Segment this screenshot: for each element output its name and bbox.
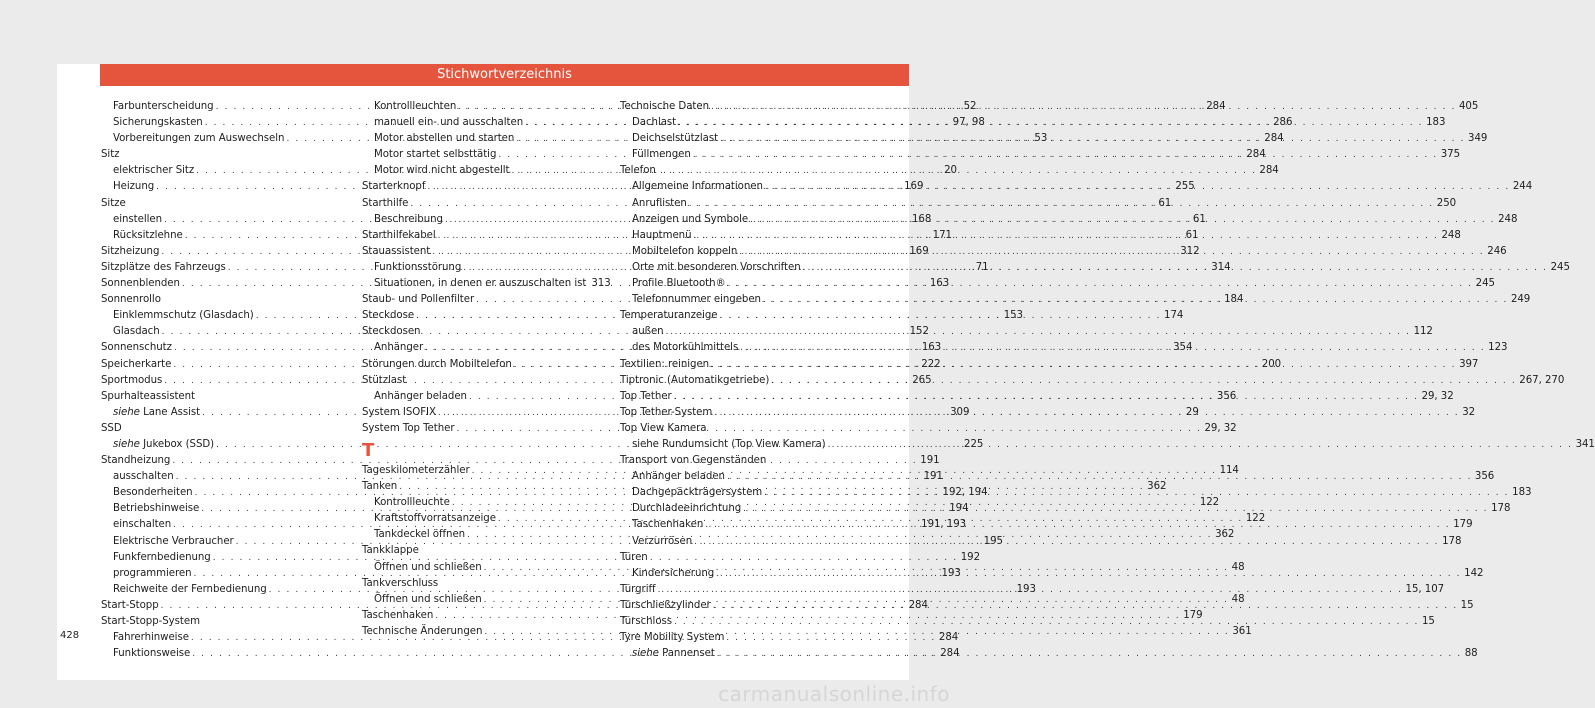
page-reference: 267, 270	[1519, 374, 1565, 386]
page-reference: 191	[923, 471, 943, 483]
page-reference: 178	[1442, 535, 1462, 547]
page-reference: 61	[1158, 197, 1172, 209]
page-reference: 249	[1510, 294, 1531, 306]
page-reference: 122	[1199, 497, 1220, 509]
page-reference: 15	[1460, 599, 1474, 611]
page-reference: 29, 32	[1421, 390, 1454, 402]
index-heading	[101, 614, 333, 630]
page-reference: 195	[983, 535, 1003, 547]
dot-leader	[828, 437, 1573, 453]
page-reference: 250	[1436, 197, 1457, 209]
index-heading	[362, 576, 600, 592]
dot-leader	[674, 389, 1419, 405]
entry-label: Heizung	[113, 181, 155, 193]
entry-label: SSD	[101, 422, 122, 434]
entry-label: Funktionsweise	[113, 648, 191, 660]
dot-leader	[689, 196, 1434, 212]
entry-label: Sonnenschutz	[101, 342, 172, 354]
entry-label: Situationen, in denen er auszuschalten ist	[374, 278, 587, 290]
entry-label: Starthilfekabel	[362, 229, 436, 241]
page-reference: 153	[1003, 310, 1023, 322]
index-heading	[362, 324, 600, 340]
dot-leader	[765, 179, 1510, 195]
entry-label: System Top Tether	[362, 422, 455, 434]
entry-label: Anzeigen und Symbole	[632, 213, 749, 225]
entry-label: Sitze	[101, 197, 126, 209]
entry-label: Tageskilometerzähler	[362, 464, 470, 476]
page-reference: 163	[929, 278, 950, 290]
page-reference: 284	[908, 599, 928, 611]
page-reference: 284	[938, 632, 959, 644]
entry-label: einstellen	[113, 213, 163, 225]
dot-leader	[720, 131, 1465, 147]
entry-label: Verzurrösen	[632, 535, 693, 547]
entry-label: Hauptmenü	[632, 229, 692, 241]
entry-label: Mobiltelefon koppeln	[632, 245, 738, 257]
page-reference: 20	[944, 165, 957, 177]
dot-leader	[705, 517, 1450, 533]
page-reference: 284	[1206, 101, 1226, 112]
index-heading	[362, 543, 600, 559]
page-reference: 179	[1183, 609, 1203, 621]
dot-leader	[740, 340, 1485, 356]
page-reference: 193	[941, 567, 961, 579]
page-reference: 48	[1231, 593, 1245, 605]
entry-label: Top View Kamera	[620, 422, 707, 434]
entry-label: Temperaturanzeige	[620, 310, 718, 322]
page-reference: 193	[1016, 583, 1036, 595]
index-heading	[101, 421, 333, 437]
entry-label: Betriebshinweise	[113, 503, 200, 515]
index-heading	[620, 630, 858, 646]
page-reference: 313	[591, 278, 611, 290]
entry-label: Technische Daten	[620, 101, 709, 112]
entry-label: Technische Änderungen	[362, 625, 483, 637]
entry-label: Transport von Gegenständen	[620, 455, 767, 467]
page-reference: 168	[911, 213, 932, 225]
entry-label: Beschreibung	[374, 213, 443, 225]
dot-leader	[743, 501, 1488, 517]
dot-leader	[693, 147, 1438, 163]
entry-label: Telefonnummer eingeben	[632, 294, 761, 306]
page-reference: 88	[1464, 648, 1478, 660]
entry-label: Tankverschluss	[362, 577, 439, 589]
page-reference: 244	[1512, 181, 1533, 193]
entry-label: Kraftstoffvorratsanzeige	[374, 513, 496, 525]
entry-label: Sonnenrollo	[101, 294, 161, 306]
entry-label: Telefon	[620, 165, 656, 177]
page-reference: 191	[920, 455, 940, 467]
entry-label: Kontrollleuchten	[374, 101, 457, 112]
page-reference: 184	[1224, 294, 1244, 306]
dot-leader	[716, 566, 1461, 582]
entry-label: Start-Stopp-System	[101, 616, 200, 627]
entry-label: Dachlast	[632, 117, 677, 129]
entry-label: Allgemeine Informationen	[632, 181, 763, 193]
page-reference: 362	[1215, 529, 1235, 541]
entry-label: Steckdose	[362, 310, 415, 322]
entry-label	[632, 646, 717, 662]
entry-label: Textilien: reinigen	[620, 358, 710, 370]
entry-label: Anhänger beladen	[632, 471, 725, 483]
page-reference: 183	[1426, 117, 1446, 129]
page-reference: 29, 32	[1204, 422, 1237, 434]
entry-label: Füllmengen	[632, 149, 691, 161]
page-reference: 375	[1440, 149, 1461, 161]
dot-leader	[711, 357, 1456, 373]
entry-label: Besonderheiten	[113, 487, 193, 499]
entry-label: Fahrerhinweise	[113, 632, 189, 644]
page-reference: 356	[1474, 471, 1495, 483]
entry-label: Start-Stopp	[101, 599, 159, 611]
entry-label: ausschalten	[113, 471, 174, 483]
entry-label: Stützlast	[362, 374, 407, 386]
page-reference: 97, 98	[952, 117, 985, 129]
entry-label-text: Jukebox (SSD)	[139, 438, 215, 450]
dot-leader	[739, 244, 1484, 260]
page-reference: 284	[1246, 149, 1266, 161]
entry-label: Stauassistent	[362, 245, 431, 257]
page-reference: 246	[1487, 245, 1507, 257]
page-reference: 29	[1185, 406, 1199, 418]
page-reference: 122	[1245, 513, 1266, 525]
dot-leader	[763, 292, 1508, 308]
page-reference: 284	[1264, 133, 1284, 145]
page-reference: 52	[963, 101, 977, 112]
entry-label: Anruflisten	[632, 197, 687, 209]
page-reference: 15, 107	[1405, 583, 1445, 595]
page-reference: 200	[1261, 358, 1282, 370]
index-heading	[101, 292, 333, 308]
dot-leader	[714, 405, 1459, 421]
page-reference: 312	[1180, 245, 1200, 257]
entry-label: Speicherkarte	[101, 358, 172, 370]
entry-label: Funkfernbedienung	[113, 551, 211, 563]
page-reference: 15	[1421, 616, 1435, 627]
entry-label: einschalten	[113, 519, 172, 531]
dot-leader	[711, 99, 1456, 115]
watermark: carmanualsonline.info	[718, 682, 950, 706]
entry-label: Anhänger beladen	[374, 390, 467, 402]
entry-label: Türschließzylinder	[620, 599, 711, 611]
entry-label: Staub- und Pollenfilter	[362, 294, 475, 306]
see-reference: siehe	[632, 648, 659, 660]
entry-label: Taschenhaken	[632, 519, 704, 531]
entry-label: Sicherungskasten	[113, 117, 203, 129]
dot-leader	[727, 469, 1472, 485]
page-reference: 314	[1211, 261, 1231, 273]
entry-label: Top Tether	[620, 390, 672, 402]
page-reference: 286	[1273, 117, 1293, 129]
entry-label: Spurhalteassistent	[101, 390, 196, 402]
page-title: Stichwortverzeichnis	[100, 64, 909, 86]
entry-label: Starterknopf	[362, 181, 426, 193]
entry-label: Top Tether-System	[620, 406, 713, 418]
page-reference: 71	[975, 261, 989, 273]
page-reference: 123	[1488, 342, 1508, 354]
page-reference: 183	[1512, 487, 1532, 499]
page-reference: 362	[1147, 481, 1167, 493]
page-reference: 152	[909, 326, 929, 338]
entry-label: Störungen durch Mobiltelefon	[362, 358, 512, 370]
page-reference: 225	[964, 438, 984, 450]
entry-label: siehe Rundumsicht (Top View Kamera)	[632, 438, 826, 450]
entry-label: Vorbereitungen zum Auswechseln	[113, 133, 285, 145]
entry-label: Tankdeckel öffnen	[374, 529, 466, 541]
page-reference: 61	[1192, 213, 1206, 225]
entry-label: Kontrollleuchte	[374, 497, 450, 509]
entry-label: Kindersicherung	[632, 567, 715, 579]
entry-label: Starthilfe	[362, 197, 409, 209]
entry-label-text: Pannenset	[658, 648, 715, 660]
page-reference: 32	[1462, 406, 1476, 418]
dot-leader	[803, 260, 1548, 276]
page-reference: 284	[940, 648, 960, 660]
entry-label: Motor wird nicht abgestellt	[374, 165, 510, 177]
entry-label: manuell ein- und ausschalten	[374, 117, 524, 129]
entry-label: Rücksitzlehne	[113, 229, 183, 241]
entry-label: Tiptronic (Automatikgetriebe)	[620, 374, 770, 386]
entry-label: Deichselstützlast	[632, 133, 719, 145]
entry-label: Sitzheizung	[101, 245, 160, 257]
entry-label: Durchladeeinrichtung	[632, 503, 742, 515]
index-heading	[101, 196, 333, 212]
entry-label: des Motorkühlmittels	[632, 342, 739, 354]
page-reference: 192	[960, 551, 980, 563]
page-reference: 356	[1216, 390, 1237, 402]
page-reference: 114	[1219, 464, 1239, 476]
page-reference: 349	[1468, 133, 1488, 145]
entry-label: Anhänger	[374, 342, 424, 354]
page-reference: 245	[1475, 278, 1495, 290]
dot-leader	[694, 534, 1439, 550]
page-reference: 397	[1459, 358, 1479, 370]
page-reference: 361	[1232, 625, 1252, 637]
page-reference: 255	[1175, 181, 1195, 193]
dot-leader	[764, 485, 1509, 501]
page-reference: 245	[1550, 261, 1570, 273]
page-reference: 248	[1441, 229, 1461, 241]
entry-label	[113, 405, 202, 421]
page-reference: 53	[1034, 133, 1048, 145]
entry-label-text: Lane Assist	[139, 406, 201, 418]
entry-label: Tyre Mobility System	[620, 632, 725, 644]
entry-label: Öffnen und schließen	[374, 561, 482, 573]
dot-leader	[674, 614, 1419, 630]
entry-label: außen	[632, 326, 664, 338]
dot-leader	[728, 276, 1473, 292]
index-heading	[362, 373, 600, 389]
dot-leader	[658, 582, 1403, 598]
entry-label: Sitzplätze des Fahrzeugs	[101, 261, 226, 273]
entry-label: Motor startet selbsttätig	[374, 149, 497, 161]
page-reference: 178	[1491, 503, 1511, 515]
entry-label: Einklemmschutz (Glasdach)	[113, 310, 254, 322]
entry-label: Tanken	[362, 481, 398, 493]
page-reference: 163	[921, 342, 942, 354]
entry-label: Türgriff	[620, 583, 656, 595]
page-reference: 169	[904, 181, 924, 193]
page-reference: 284	[1259, 165, 1279, 177]
entry-label: Funktionsstörung	[374, 261, 462, 273]
page-reference: 194	[949, 503, 969, 515]
see-reference: siehe	[113, 438, 140, 450]
dot-leader	[717, 646, 1462, 662]
page-reference: 248	[1498, 213, 1518, 225]
entry-label	[113, 437, 216, 453]
entry-label: Tankklappe	[362, 545, 419, 557]
page-reference: 174	[1164, 310, 1184, 322]
page-reference: 179	[1453, 519, 1473, 531]
entry-label: Profile Bluetooth®	[632, 278, 726, 290]
dot-leader	[666, 324, 1411, 340]
entry-label: Steckdosen	[362, 326, 421, 338]
page-reference: 142	[1464, 567, 1484, 579]
page-reference: 169	[909, 245, 929, 257]
entry-label: Türschloss	[620, 616, 673, 627]
dot-leader	[771, 373, 1516, 389]
index-heading	[101, 147, 333, 163]
page-reference: 191, 193	[921, 519, 967, 531]
entry-label: Öffnen und schließen	[374, 593, 482, 605]
index-heading	[620, 163, 858, 179]
page-reference: 309	[950, 406, 970, 418]
entry-label: Glasdach	[113, 326, 160, 338]
page-reference: 48	[1231, 561, 1245, 573]
entry-label: Sitz	[101, 149, 120, 161]
entry-label: Sportmodus	[101, 374, 163, 386]
page-reference: 265	[912, 374, 932, 386]
see-reference: siehe	[113, 406, 140, 418]
entry-label: System ISOFIX	[362, 406, 436, 418]
entry-label: Dachgepäckträgersystem	[632, 487, 763, 499]
page-number: 428	[60, 630, 80, 641]
entry-label: Motor abstellen und starten	[374, 133, 515, 145]
page-reference: 405	[1458, 101, 1479, 112]
page-reference: 222	[921, 358, 941, 370]
index-heading	[620, 308, 858, 324]
index-heading	[101, 389, 333, 405]
index-heading	[620, 550, 858, 566]
entry-label: Sonnenblenden	[101, 278, 180, 290]
entry-label: Orte mit besonderen Vorschriften	[632, 261, 801, 273]
entry-label: Standheizung	[101, 455, 171, 467]
entry-label: Reichweite der Fernbedienung	[113, 583, 267, 595]
page-reference: 354	[1173, 342, 1193, 354]
dot-leader	[713, 598, 1458, 614]
index-heading	[620, 421, 858, 437]
dot-leader	[750, 212, 1495, 228]
entry-label: Türen	[620, 551, 648, 563]
entry-label: programmieren	[113, 567, 192, 579]
index-heading	[620, 453, 858, 469]
index-entry	[362, 276, 611, 292]
page-reference: 192, 194	[942, 487, 988, 499]
entry-label: Taschenhaken	[362, 609, 434, 621]
dot-leader	[693, 228, 1438, 244]
dot-leader	[678, 115, 1423, 131]
index-letter-heading: T	[362, 439, 375, 461]
page-reference: 112	[1413, 326, 1433, 338]
entry-label: elektrischer Sitz	[113, 165, 195, 177]
page-reference: 61	[1185, 229, 1199, 241]
entry-label: Farbunterscheidung	[113, 101, 214, 112]
entry-label: Elektrische Verbraucher	[113, 535, 234, 547]
page-reference: 341	[1575, 438, 1595, 450]
page-reference: 171	[932, 229, 952, 241]
